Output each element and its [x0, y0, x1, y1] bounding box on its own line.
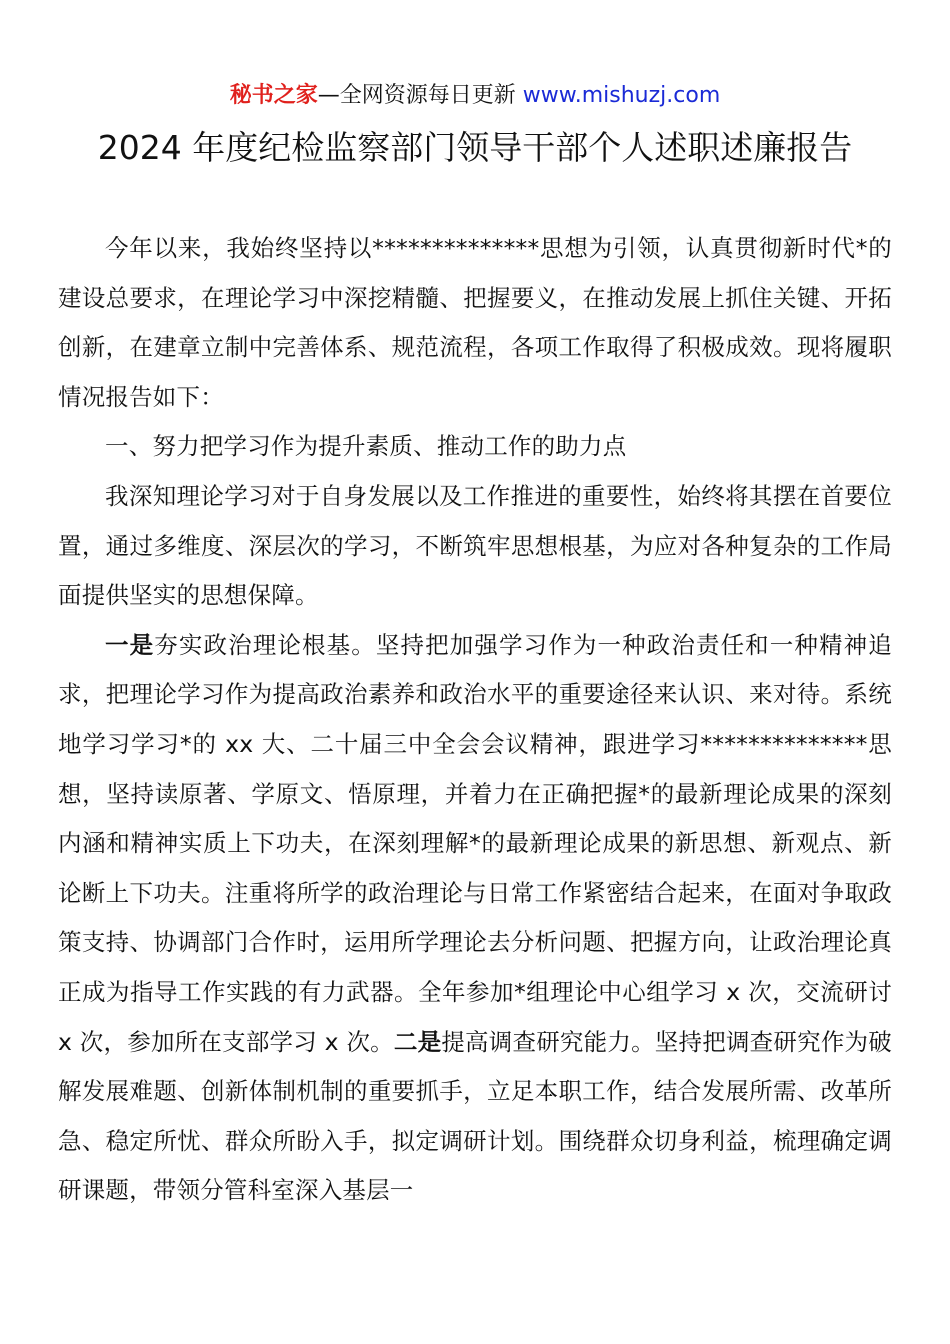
intro-paragraph: 今年以来，我始终坚持以**************思想为引领，认真贯彻新时代*的建设总要求，在理论学习中深挖精髓、把握要义，在推动发展上抓住关键、开拓创新，在建章立制中完善体系、规范流程，各项工作取得了积极成效。现将履职情况报告如下： [58, 234, 892, 411]
section-intro-paragraph: 我深知理论学习对于自身发展以及工作推进的重要性，始终将其摆在首要位置，通过多维度、深层次的学习，不断筑牢思想根基，为应对各种复杂的工作局面提供坚实的思想保障。 [58, 481, 892, 610]
point-label: 二是 [393, 1027, 442, 1056]
point-text: 夯实政治理论根基。坚持把加强学习作为一种政治责任和一种精神追求，把理论学习作为提高政治素养和政治水平的重要途径来认识、来对待。系统地学习学习*的 xx 大、二十届三中全会会议精神，跟进学习**************思想，坚持读原著、学原文、悟原理，并着力在正确把握*的最新理论成果的深刻内涵和精神实质上下功夫，在深刻理解*的最新理论成果的新思想、新观点、新论断上下功夫。注重将所学的政治理论与日常工作紧密结合起来，在面对争取政策支持、协调部门合作时，运用所学理论去分析问题、把握方向，让政治理论真正成为指导工作实践的有力武器。全年参加*组理论中心组学习 x 次，交流研讨 x 次，参加所在支部学习 x 次。 [58, 630, 892, 1056]
brand-name: 秘书之家 [229, 83, 318, 108]
document-title: 2024 年度纪检监察部门领导干部个人述职述廉报告 [97, 128, 853, 167]
document-body [58, 224, 892, 1216]
point-label: 一是 [105, 630, 155, 659]
points-paragraph [58, 621, 892, 1216]
site-url-link[interactable]: www.mishuzj.com [522, 83, 721, 108]
site-banner [0, 80, 950, 112]
section-heading: 一、努力把学习作为提升素质、推动工作的助力点 [105, 432, 627, 461]
point-text: 提高调查研究能力。坚持把调查研究作为破解发展难题、创新体制机制的重要抓手，立足本职工作，结合发展所需、改革所急、稳定所忧、群众所盼入手，拟定调研计划。围绕群众切身利益，梳理确定调研课题，带领分管科室深入基层一 [58, 1027, 892, 1205]
banner-tagline: —全网资源每日更新 [317, 83, 516, 108]
